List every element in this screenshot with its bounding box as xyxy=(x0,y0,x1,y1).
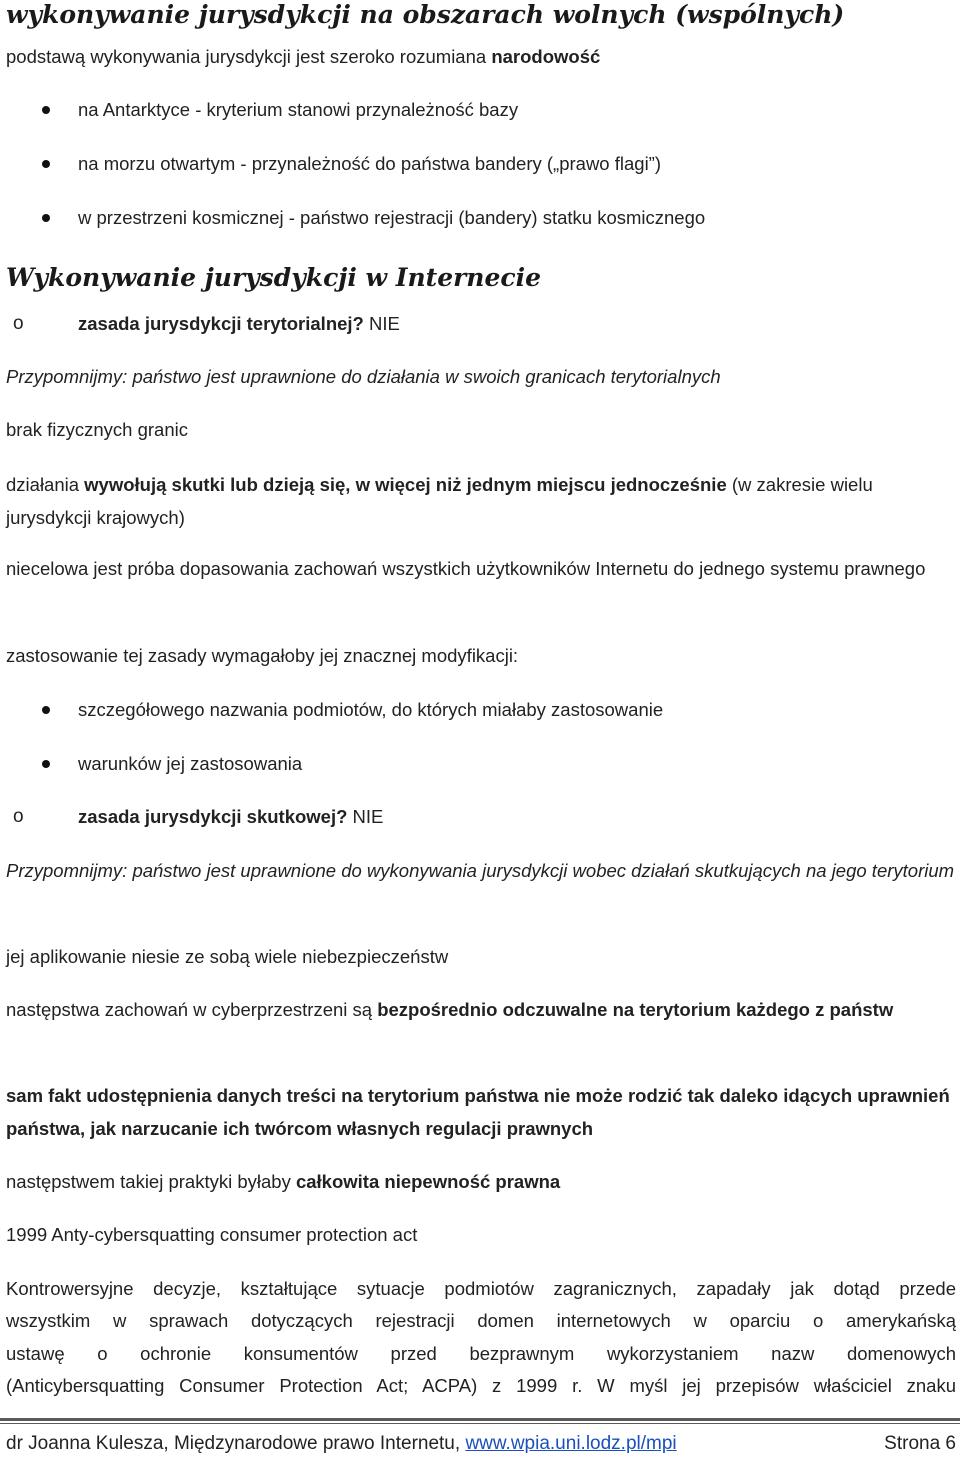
paragraph-effects xyxy=(6,468,956,534)
footer-page-number: Strona 6 xyxy=(884,1433,956,1454)
paragraph-controversial-line-3: ustawę o ochronie konsumentów przed bezprawnym wykorzystaniem nazw domenowych xyxy=(6,1343,956,1364)
paragraph-fact: sam fakt udostępnienia danych treści na terytorium państwa nie może rodzić tak daleko idących uprawnień państwa, jak narzucanie ich twórcom własnych regulacji prawnych xyxy=(6,1085,950,1139)
paragraph-dangers: jej aplikowanie niesie ze sobą wiele niebezpieczeństw xyxy=(6,946,449,967)
paragraph-consequences xyxy=(6,993,956,1026)
text-effects-principle: zasada jurysdykcji skutkowej? xyxy=(78,806,348,827)
bullet-icon xyxy=(42,106,50,114)
paragraph-basis xyxy=(6,40,956,73)
text-practice-pre: następstwem takiej praktyki byłaby xyxy=(6,1171,296,1192)
footer-author-text: dr Joanna Kulesza, Międzynarodowe prawo Internetu, xyxy=(6,1433,466,1454)
paragraph-application: zastosowanie tej zasady wymagałoby jej znacznej modyfikacji: xyxy=(6,645,519,666)
footer-author xyxy=(6,1430,677,1458)
text-effects-pre: działania xyxy=(6,474,85,495)
footer-divider xyxy=(0,1418,960,1421)
bullet-icon xyxy=(42,706,50,714)
paragraph-controversial-line-1: Kontrowersyjne decyzje, kształtujące sytuacje podmiotów zagranicznych, zapadały jak dotąd przede xyxy=(6,1278,956,1299)
sub-item-territorial xyxy=(78,307,400,340)
paragraph-no-borders: brak fizycznych granic xyxy=(6,419,188,440)
text-nationality: narodowość xyxy=(491,46,601,67)
list-item-high-seas: na morzu otwartym - przynależność do państwa bandery („prawo flagi”) xyxy=(78,153,661,174)
text-effects-bold: wywołują skutki lub dzieją się, w więcej niż jednym miejscu jednocześnie xyxy=(84,474,727,495)
circle-bullet-icon: o xyxy=(13,313,24,334)
bullet-icon xyxy=(42,214,50,222)
circle-bullet-icon: o xyxy=(13,806,24,827)
list-item-outer-space: w przestrzeni kosmicznej - państwo rejestracji (bandery) statku kosmicznego xyxy=(78,207,706,228)
paragraph-recall-effects: Przypomnijmy: państwo jest uprawnione do wykonywania jurysdykcji wobec działań skutkujących na jego terytorium xyxy=(6,860,955,881)
paragraph-practice xyxy=(6,1165,956,1198)
footer-website-link[interactable]: www.wpia.uni.lodz.pl/mpi xyxy=(465,1433,677,1454)
text-consequences-pre: następstwa zachowań w cyberprzestrzeni są xyxy=(6,999,378,1020)
footer-divider-thin xyxy=(0,1423,960,1424)
section-heading-free-areas: wykonywanie jurysdykcji na obszarach wolnych (wspólnych) xyxy=(6,0,845,29)
paragraph-recall-territorial: Przypomnijmy: państwo jest uprawnione do działania w swoich granicach terytorialnych xyxy=(6,366,721,387)
text-practice-bold: całkowita niepewność prawna xyxy=(295,1171,561,1192)
text-territorial-principle: zasada jurysdykcji terytorialnej? xyxy=(78,313,364,334)
paragraph-act: 1999 Anty-cybersquatting consumer protection act xyxy=(6,1224,418,1245)
text-consequences-bold: bezpośrednio odczuwalne na terytorium każdego z państw xyxy=(377,999,894,1020)
bullet-icon xyxy=(42,760,50,768)
text-answer: NIE xyxy=(347,806,384,827)
paragraph-controversial-line-2: wszystkim w sprawach dotyczących rejestracji domen internetowych w oparciu o amerykańską xyxy=(6,1310,956,1331)
text-answer: NIE xyxy=(363,313,400,334)
bullet-icon xyxy=(42,160,50,168)
list-item-antarctica: na Antarktyce - kryterium stanowi przynależność bazy xyxy=(78,99,519,120)
list-item-conditions: warunków jej zastosowania xyxy=(78,753,303,774)
paragraph-aimless: niecelowa jest próba dopasowania zachowań wszystkich użytkowników Internetu do jednego systemu prawnego xyxy=(6,558,926,579)
paragraph-controversial-line-4: (Anticybersquatting Consumer Protection Act; ACPA) z 1999 r. W myśl jej przepisów właściciel znaku xyxy=(6,1375,956,1396)
list-item-subjects: szczegółowego nazwania podmiotów, do których miałaby zastosowanie xyxy=(78,699,664,720)
section-heading-internet: Wykonywanie jurysdykcji w Internecie xyxy=(6,263,541,292)
text-basis: podstawą wykonywania jurysdykcji jest szeroko rozumiana xyxy=(6,46,492,67)
text-effects-post: (w zakresie wielu jurysdykcji krajowych) xyxy=(6,474,873,528)
sub-item-effects xyxy=(78,800,383,833)
